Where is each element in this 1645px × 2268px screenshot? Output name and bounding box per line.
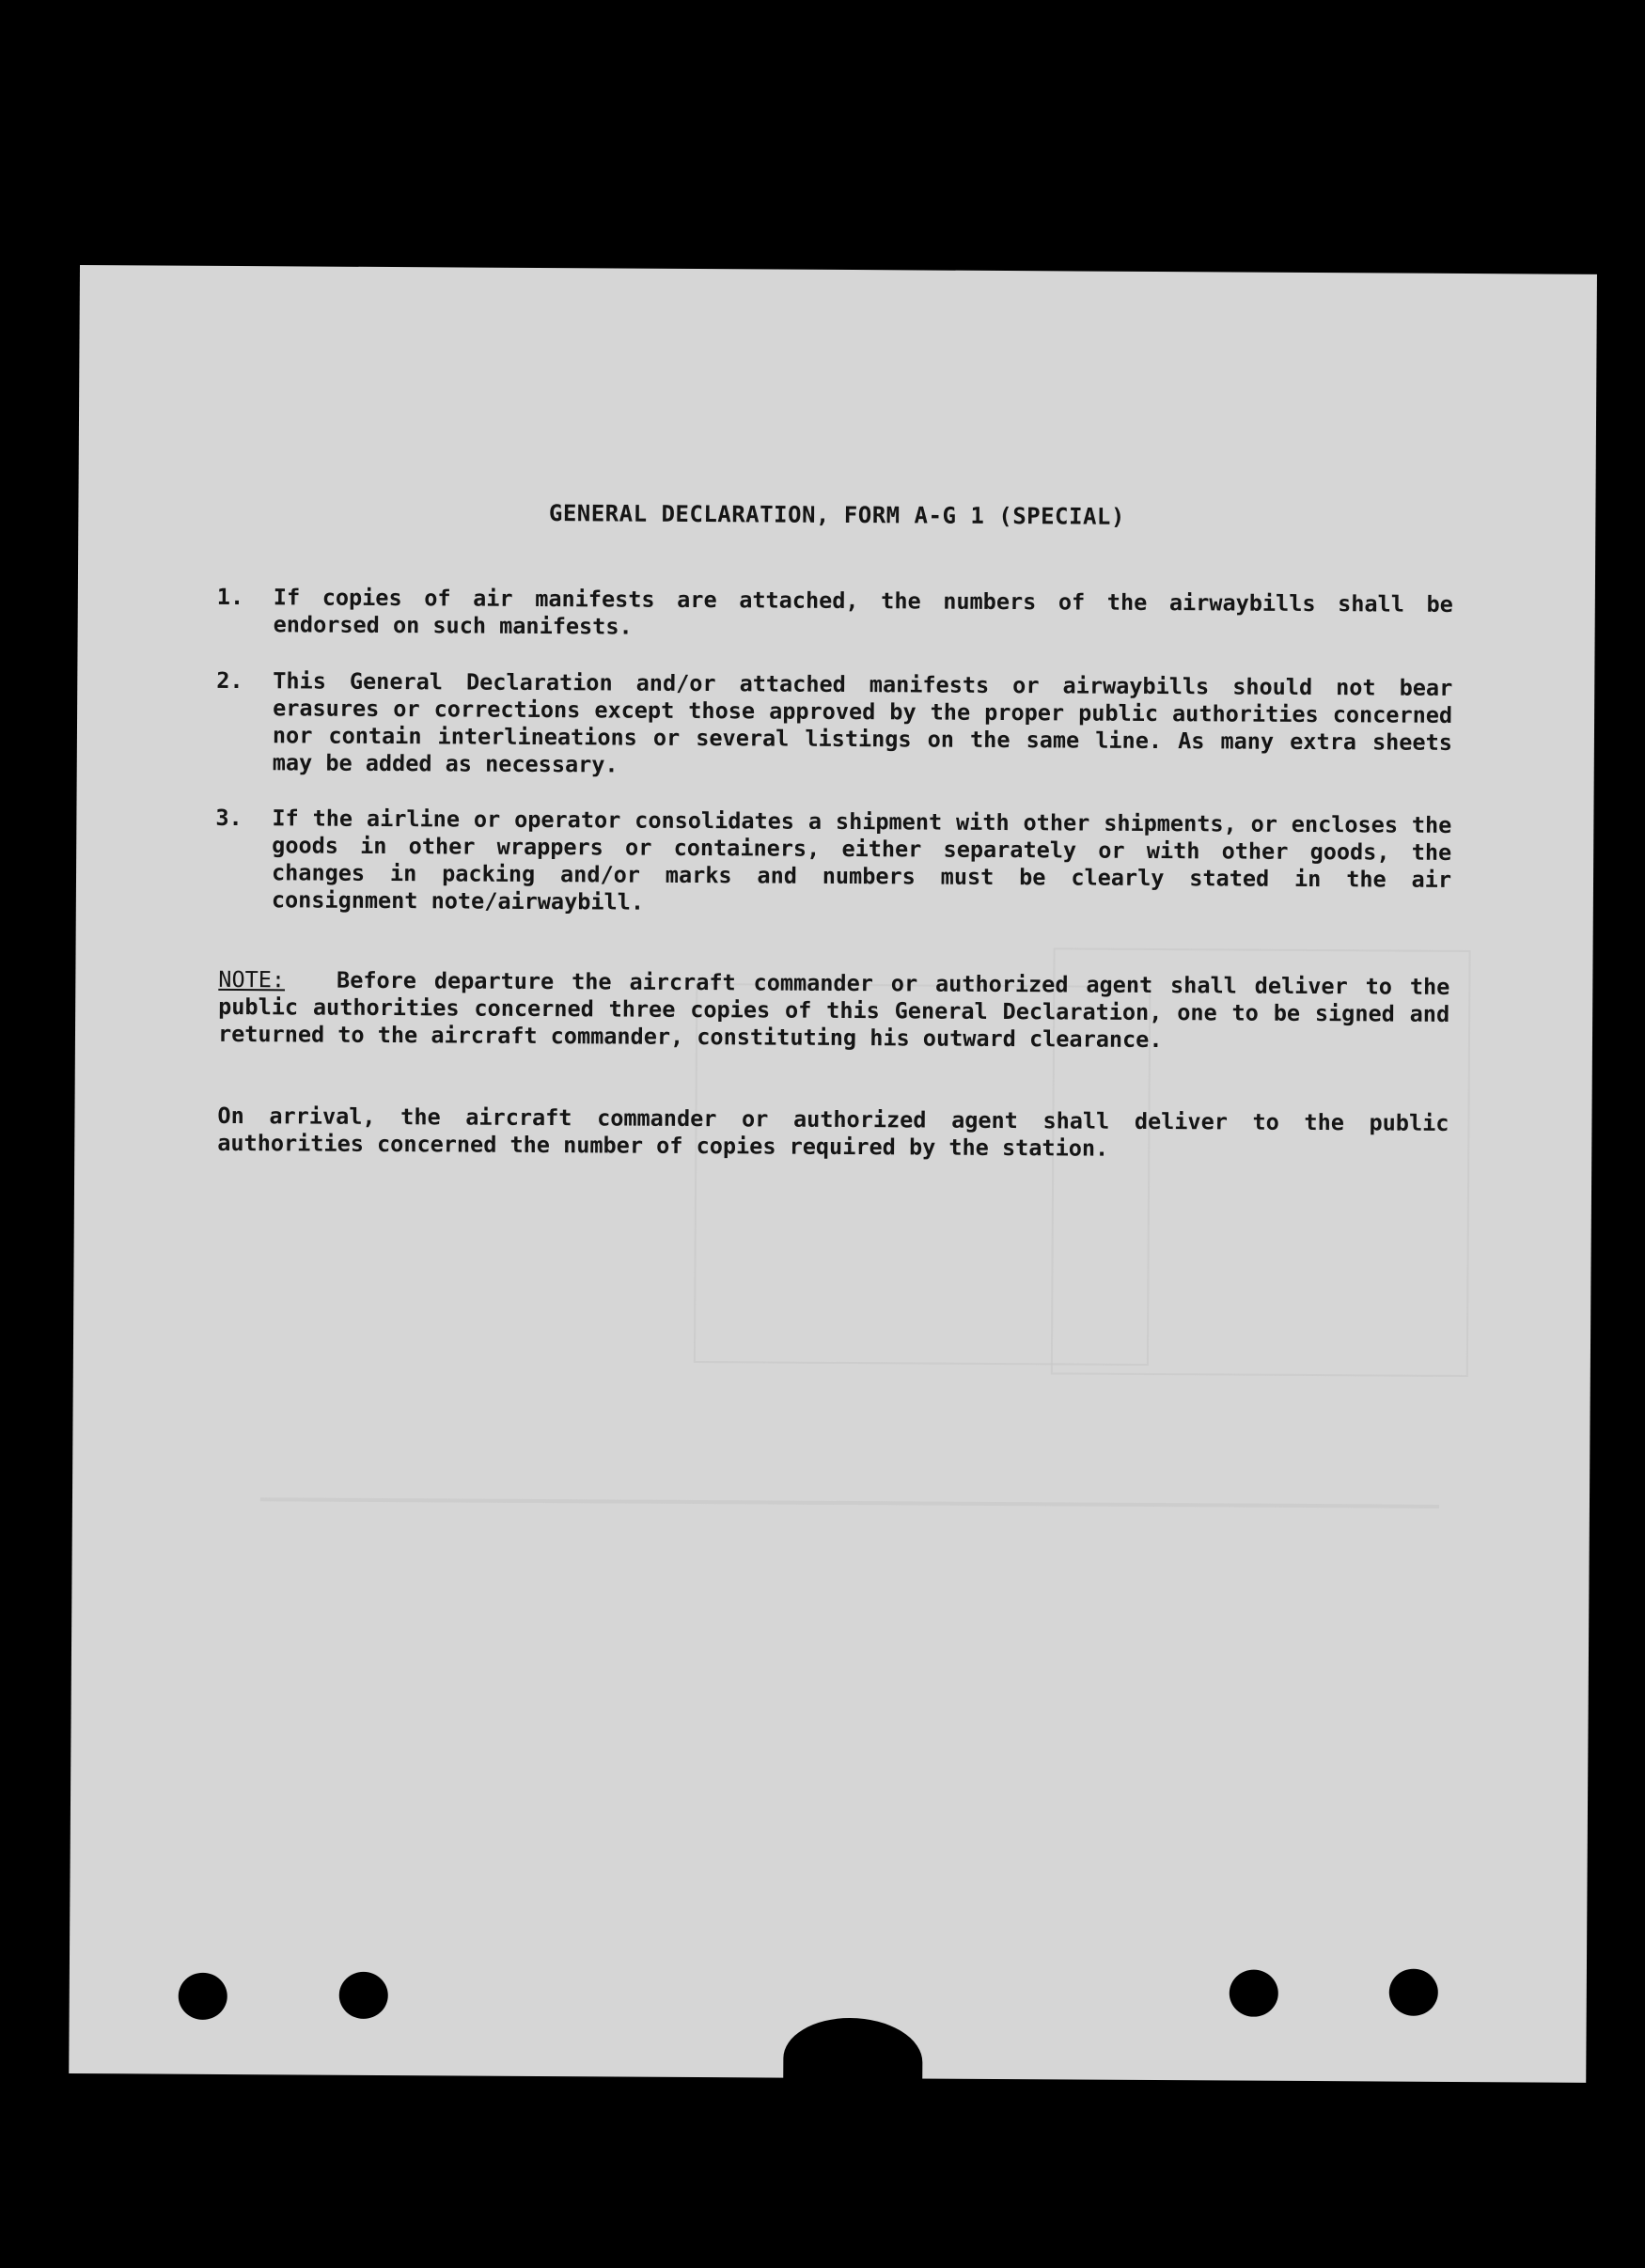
list-item bbox=[216, 583, 1453, 640]
note-label: NOTE: bbox=[218, 965, 286, 993]
arrival-paragraph: On arrival, the aircraft commander or authorized agent shall deliver to the public authorities concerned the number of copies required by the station. bbox=[217, 1102, 1449, 1162]
list-item bbox=[216, 666, 1453, 778]
list-item-number: 2. bbox=[216, 666, 243, 695]
list-item bbox=[215, 804, 1452, 915]
list-item-text: If copies of air manifests are attached, the numbers of the airwaybills shall be endorsed on such manifests. bbox=[273, 584, 1453, 640]
punch-hole bbox=[1389, 1969, 1438, 2016]
torn-edge bbox=[783, 2018, 923, 2104]
note-text: Before departure the aircraft commander or authorized agent shall deliver to the public authorities concerned three copies of this General Declaration, one to be signed and returned to the aircraft commander, constituting his outward clearance. bbox=[217, 966, 1450, 1054]
paper-sheet bbox=[69, 265, 1597, 2083]
list-item-number: 1. bbox=[216, 583, 244, 611]
bleed-through-rule bbox=[260, 1497, 1439, 1509]
punch-hole bbox=[1230, 1970, 1278, 2017]
punch-hole bbox=[339, 1972, 388, 2019]
list-item-text: This General Declaration and/or attached manifests or airwaybills should not bear erasures or corrections except those approved by the proper public authorities concerned nor contain interlineations or several listings on the same line. As many extra sheets may be added as necessary. bbox=[272, 667, 1453, 778]
note-paragraph bbox=[218, 966, 1450, 1056]
page-title: GENERAL DECLARATION, FORM A-G 1 (SPECIAL) bbox=[548, 500, 1125, 530]
list-item-number: 3. bbox=[215, 804, 243, 832]
declaration-instructions bbox=[80, 265, 1597, 1162]
punch-hole bbox=[179, 1973, 227, 2020]
list-item-text: If the airline or operator consolidates a shipment with other shipments, or encloses the goods in other wrappers or containers, either separately or with other goods, the changes in packing and/or marks and numbers must be clearly stated in the air consignment note/airwaybill. bbox=[271, 805, 1452, 915]
